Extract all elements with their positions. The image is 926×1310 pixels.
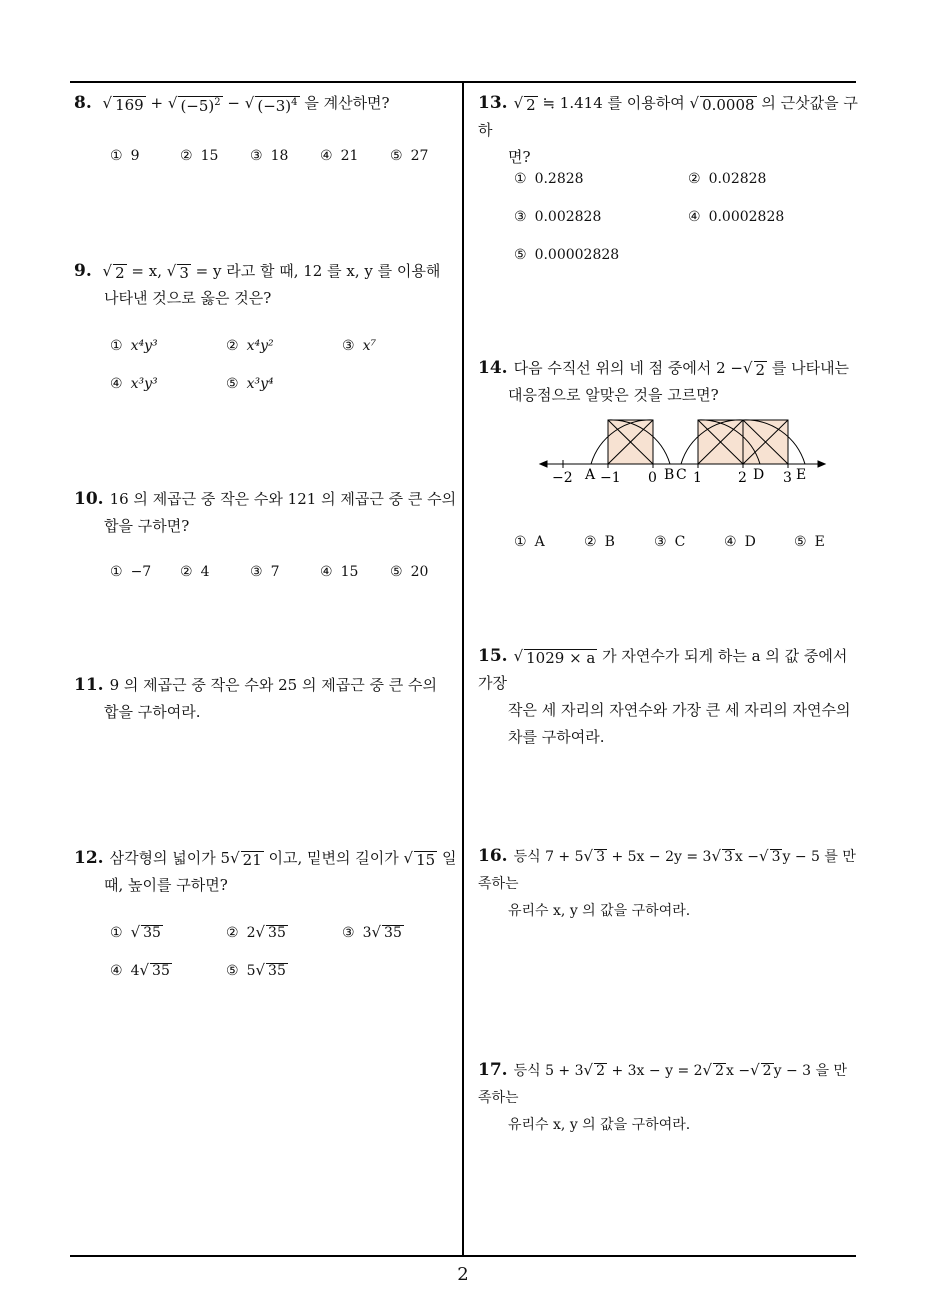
radical: √ 0.0008 xyxy=(689,94,755,114)
option-5[interactable]: ⑤ 27 xyxy=(390,148,429,164)
radical: √ 169 xyxy=(102,94,144,114)
point-label: B xyxy=(664,467,675,483)
question-number: 13. xyxy=(478,93,508,113)
option-4[interactable]: ④ 21 xyxy=(320,148,359,164)
option-3[interactable]: ③ x⁷ xyxy=(342,338,377,354)
option-5[interactable]: ⑤ x³y⁴ xyxy=(226,376,274,392)
option-3[interactable]: ③ 3 √ 35 xyxy=(342,923,402,941)
question-number: 16. xyxy=(478,846,508,866)
question-17: 17. 등식 5 + 3 √ 2 + 3x − y = 2 √ 2 x − √ 2 y − 3 을 만족하는 유리수 x, y 의 값을 구하여라. xyxy=(478,1060,847,1133)
question-15: 15. √ 1029 × a 가 자연수가 되게 하는 a 의 값 중에서 가장 작은 세 자리의 자연수와 가장 큰 세 자리의 자연수의 차를 구하여라. xyxy=(478,646,851,746)
option-5[interactable]: ⑤ E xyxy=(794,534,825,550)
option-1[interactable]: ① A xyxy=(514,534,545,550)
tick-label: −1 xyxy=(600,470,621,486)
arrow-right-icon xyxy=(818,461,825,467)
question-10: 10. 16 의 제곱근 중 작은 수와 121 의 제곱근 중 큰 수의 합을 구하면? xyxy=(74,489,457,535)
question-11: 11. 9 의 제곱근 중 작은 수와 25 의 제곱근 중 큰 수의 합을 구하여라. xyxy=(74,675,437,721)
option-2[interactable]: ② 4 xyxy=(180,564,210,580)
option-5[interactable]: ⑤ 20 xyxy=(390,564,429,580)
tick-label: 0 xyxy=(648,470,657,486)
question-number: 17. xyxy=(478,1060,508,1080)
tick-label: 2 xyxy=(738,470,747,486)
point-label: C xyxy=(676,467,687,483)
column-divider xyxy=(462,81,464,1257)
question-8: 8. √ 169 + √ $(-5)^2$ − √ $(-3)^4$ 을 계산하면? xyxy=(74,93,390,115)
question-number: 12. xyxy=(74,848,104,868)
tick-label: 3 xyxy=(783,470,792,486)
question-number: 8. xyxy=(74,93,92,113)
point-label: D xyxy=(753,467,765,483)
tick-label: 1 xyxy=(693,470,702,486)
option-4[interactable]: ④ 15 xyxy=(320,564,359,580)
page-number: 2 xyxy=(457,1264,469,1285)
option-3[interactable]: ③ C xyxy=(654,534,686,550)
question-number: 14. xyxy=(478,358,508,378)
radical: √ 2 xyxy=(102,262,125,282)
option-4[interactable]: ④ D xyxy=(724,534,756,550)
arrow-left-icon xyxy=(540,461,547,467)
option-4[interactable]: ④ 0.0002828 xyxy=(688,209,785,225)
option-1[interactable]: ① 9 xyxy=(110,148,140,164)
option-3[interactable]: ③ 18 xyxy=(250,148,289,164)
radical: √ $(-3)^4$ xyxy=(244,94,298,115)
option-1[interactable]: ① √ 35 xyxy=(110,923,161,941)
option-3[interactable]: ③ 7 xyxy=(250,564,280,580)
option-2[interactable]: ② x⁴y² xyxy=(226,338,274,354)
radical: √ 2 xyxy=(742,359,766,379)
question-number: 15. xyxy=(478,646,508,666)
option-4[interactable]: ④ 4 √ 35 xyxy=(110,961,170,979)
tick-label: −2 xyxy=(552,470,573,486)
option-1[interactable]: ① −7 xyxy=(110,564,152,580)
option-2[interactable]: ② 0.02828 xyxy=(688,171,767,187)
option-2[interactable]: ② B xyxy=(584,534,615,550)
bottom-rule xyxy=(70,1255,856,1257)
option-5[interactable]: ⑤ 0.00002828 xyxy=(514,247,620,263)
radical: √ 21 xyxy=(230,849,262,869)
question-14: 14. 다음 수직선 위의 네 점 중에서 2 − √ 2 를 나타내는 대응점으로 알맞은 것을 고르면? xyxy=(478,358,850,404)
question-number: 11. xyxy=(74,675,104,695)
radical: √ 3 xyxy=(166,262,189,282)
radical: √ 15 xyxy=(403,849,436,869)
option-2[interactable]: ② 15 xyxy=(180,148,219,164)
option-1[interactable]: ① x⁴y³ xyxy=(110,338,158,354)
number-line-figure xyxy=(530,410,830,490)
option-3[interactable]: ③ 0.002828 xyxy=(514,209,602,225)
option-2[interactable]: ② 2 √ 35 xyxy=(226,923,286,941)
question-text: 을 계산하면? xyxy=(304,94,390,112)
option-1[interactable]: ① 0.2828 xyxy=(514,171,584,187)
point-label: E xyxy=(796,467,807,483)
question-number: 9. xyxy=(74,261,92,281)
question-13: 13. √ 2 ≒ 1.414 를 이용하여 √ 0.0008 의 근삿값을 구하 면? xyxy=(478,93,858,166)
question-number: 10. xyxy=(74,489,104,509)
option-5[interactable]: ⑤ 5 √ 35 xyxy=(226,961,286,979)
radical: √ 1029 × a xyxy=(513,647,596,667)
question-16: 16. 등식 7 + 5 √ 3 + 5x − 2y = 3 √ 3 x − √ 3 y − 5 를 만족하는 유리수 x, y 의 값을 구하여라. xyxy=(478,846,856,919)
point-label: A xyxy=(585,467,596,483)
radical: √ 2 xyxy=(513,94,536,114)
question-text-line2: 나타낸 것으로 옳은 것은? xyxy=(104,289,272,307)
question-9: 9. √ 2 = x, √ 3 = y 라고 할 때, 12 를 x, y 를 이용해 나타낸 것으로 옳은 것은? xyxy=(74,258,458,312)
option-4[interactable]: ④ x³y³ xyxy=(110,376,158,392)
radical: √ $(-5)^2$ xyxy=(167,94,221,115)
question-12: 12. 삼각형의 넓이가 5 √ 21 이고, 밑변의 길이가 √ 15 일 때, 높이를 구하면? xyxy=(74,848,457,894)
